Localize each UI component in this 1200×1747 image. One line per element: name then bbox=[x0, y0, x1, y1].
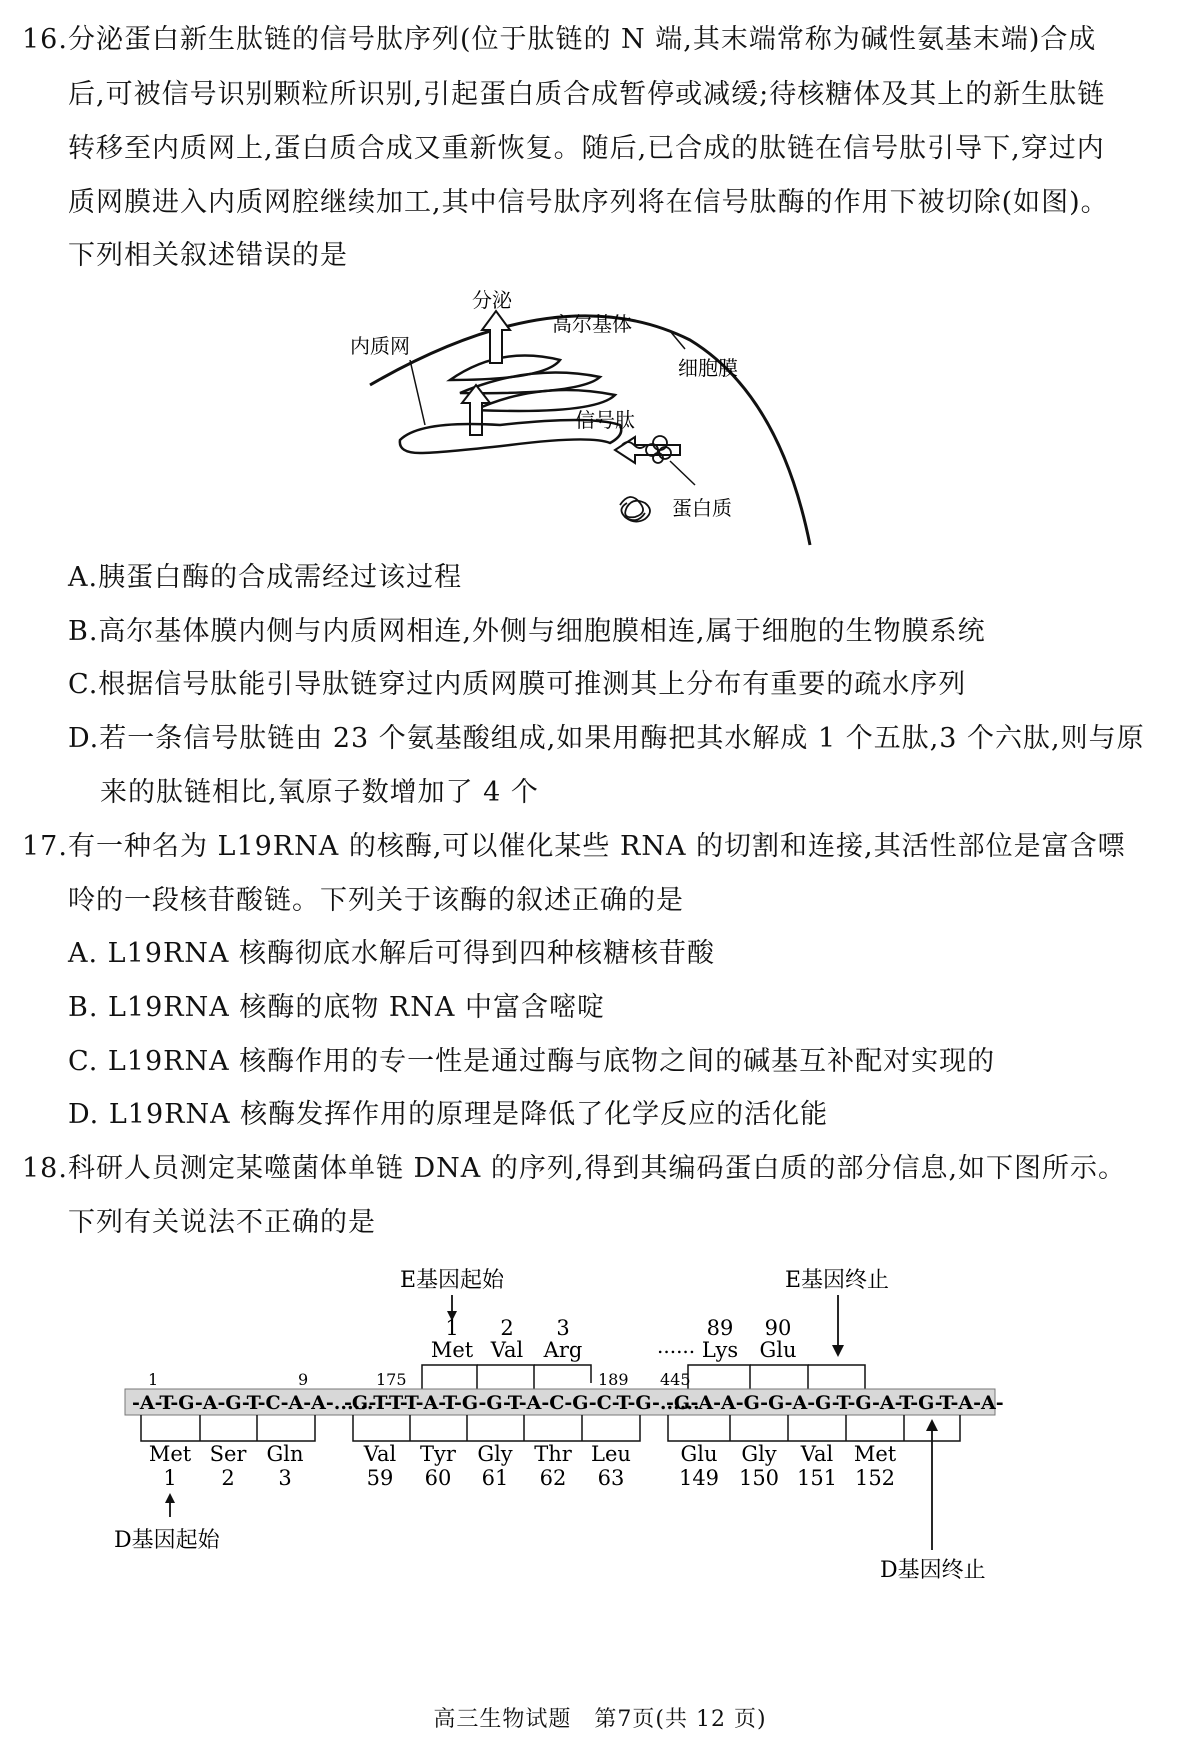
d-codon-num: 150 bbox=[738, 1466, 780, 1490]
e-codon-aa: Met bbox=[430, 1338, 474, 1362]
e-codon-aa: Arg bbox=[543, 1338, 583, 1362]
q16-stem-line-1: 16.分泌蛋白新生肽链的信号肽序列(位于肽链的 N 端,其末端常称为碱性氨基末端)合成 bbox=[22, 24, 1097, 55]
q16-option-c: C.根据信号肽能引导肽链穿过内质网膜可推测其上分布有重要的疏水序列 bbox=[68, 669, 967, 700]
e-codon-gap-dots: ...... bbox=[657, 1334, 696, 1358]
protein-leader-line bbox=[670, 461, 695, 485]
label-protein: 蛋白质 bbox=[672, 496, 732, 520]
d-codon-brackets bbox=[141, 1415, 960, 1441]
e-codon-aa: Val bbox=[490, 1338, 524, 1362]
d-codon-num: 149 bbox=[678, 1466, 720, 1490]
er-leader-line bbox=[410, 360, 425, 425]
e-codon-aa: Lys bbox=[701, 1338, 739, 1362]
q16-stem-line-4: 质网膜进入内质网腔继续加工,其中信号肽序列将在信号肽酶的作用下被切除(如图)。 bbox=[68, 187, 1109, 218]
d-codon-aa: Val bbox=[363, 1442, 397, 1466]
d-codon-aa: Gly bbox=[477, 1442, 513, 1466]
golgi-cisterna-1 bbox=[450, 356, 560, 381]
e-codon-brackets bbox=[422, 1365, 865, 1389]
q17-option-c: C. L19RNA 核酶作用的专一性是通过酶与底物之间的碱基互补配对实现的 bbox=[68, 1046, 996, 1077]
d-codon-num: 61 bbox=[481, 1466, 509, 1490]
q16-stem-line-2: 后,可被信号识别颗粒所识别,引起蛋白质合成暂停或减缓;待核糖体及其上的新生肽链 bbox=[68, 79, 1106, 110]
q16-option-d-line-1: D.若一条信号肽链由 23 个氨基酸组成,如果用酶把其水解成 1 个五肽,3 个六肽,则与原 bbox=[68, 723, 1145, 754]
d-codon-aa: Met bbox=[148, 1442, 192, 1466]
protein-coil-free bbox=[620, 497, 650, 522]
label-cell-membrane: 细胞膜 bbox=[678, 356, 738, 380]
label-signal-peptide: 信号肽 bbox=[575, 408, 635, 432]
q18-stem-line-2: 下列有关说法不正确的是 bbox=[68, 1207, 376, 1238]
d-codon-num: 63 bbox=[597, 1466, 625, 1490]
d-codon-aa: Val bbox=[800, 1442, 834, 1466]
dna-sequence-segment-3: -G-A-A-G-G-A-G-T-G-A-T-G-T-A-A- bbox=[666, 1392, 1004, 1414]
d-codon-num: 59 bbox=[366, 1466, 394, 1490]
position-175: 175 bbox=[376, 1370, 407, 1389]
q18-dna-figure bbox=[114, 1255, 1120, 1695]
q16-stem-line-3: 转移至内质网上,蛋白质合成又重新恢复。随后,已合成的肽链在信号肽引导下,穿过内 bbox=[68, 133, 1105, 164]
position-1: 1 bbox=[148, 1370, 159, 1389]
d-codon-aa: Tyr bbox=[420, 1442, 456, 1466]
d-codon-aa: Glu bbox=[680, 1442, 718, 1466]
e-codon-num: 1 bbox=[445, 1316, 459, 1340]
q16-stem-line-5: 下列相关叙述错误的是 bbox=[68, 240, 348, 271]
q16-cell-figure bbox=[350, 285, 830, 605]
q18-stem-line-1: 18.科研人员测定某噬菌体单链 DNA 的序列,得到其编码蛋白质的部分信息,如下图所示。 bbox=[22, 1153, 1127, 1184]
d-codon-num: 152 bbox=[854, 1466, 896, 1490]
e-codon-num: 90 bbox=[764, 1316, 792, 1340]
label-d-gene-stop: D基因终止 bbox=[880, 1558, 986, 1583]
e-codon-num: 3 bbox=[556, 1316, 570, 1340]
e-codon-aa: Glu bbox=[759, 1338, 797, 1362]
e-codon-num: 2 bbox=[500, 1316, 514, 1340]
d-codon-num: 2 bbox=[221, 1466, 235, 1490]
d-codon-num: 60 bbox=[424, 1466, 452, 1490]
q17-option-a: A. L19RNA 核酶彻底水解后可得到四种核糖核苷酸 bbox=[68, 938, 715, 969]
label-secretion: 分泌 bbox=[472, 288, 512, 312]
q16-option-d-line-2: 来的肽链相比,氧原子数增加了 4 个 bbox=[100, 777, 539, 808]
d-codon-aa: Ser bbox=[209, 1442, 247, 1466]
d-codon-aa: Thr bbox=[534, 1442, 572, 1466]
d-codon-num: 62 bbox=[539, 1466, 567, 1490]
d-codon-aa: Leu bbox=[591, 1442, 631, 1466]
dna-sequence-segment-2: -G-T-T-T-A-T-G-G-T-A-C-G-C-T-G-...... bbox=[344, 1392, 700, 1414]
q17-stem-line-2: 呤的一段核苷酸链。下列关于该酶的叙述正确的是 bbox=[68, 885, 684, 916]
q17-stem-line-1: 17.有一种名为 L19RNA 的核酶,可以催化某些 RNA 的切割和连接,其活性部位是富含嘌 bbox=[22, 831, 1126, 862]
d-codon-aa: Gln bbox=[266, 1442, 304, 1466]
q16-option-b: B.高尔基体膜内侧与内质网相连,外侧与细胞膜相连,属于细胞的生物膜系统 bbox=[68, 616, 986, 647]
label-golgi: 高尔基体 bbox=[552, 312, 632, 336]
page-footer: 高三生物试题 第7页(共 12 页) bbox=[433, 1707, 767, 1732]
position-189: 189 bbox=[598, 1370, 629, 1389]
d-codon-num: 151 bbox=[796, 1466, 838, 1490]
d-codon-num: 3 bbox=[278, 1466, 292, 1490]
arrow-up-secretion bbox=[482, 311, 510, 363]
q16-option-a: A.胰蛋白酶的合成需经过该过程 bbox=[68, 562, 463, 593]
position-445: 445 bbox=[660, 1370, 691, 1389]
position-9: 9 bbox=[298, 1370, 309, 1389]
dna-sequence-segment-1: -A-T-G-A-G-T-C-A-A-...... bbox=[132, 1392, 374, 1414]
d-codon-aa: Gly bbox=[741, 1442, 777, 1466]
d-codon-num: 1 bbox=[163, 1466, 177, 1490]
label-d-gene-start: D基因起始 bbox=[114, 1528, 220, 1553]
e-codon-num: 89 bbox=[706, 1316, 734, 1340]
label-e-gene-start: E基因起始 bbox=[400, 1268, 505, 1293]
q17-option-b: B. L19RNA 核酶的底物 RNA 中富含嘧啶 bbox=[68, 992, 605, 1023]
label-e-gene-stop: E基因终止 bbox=[785, 1268, 890, 1293]
d-codon-aa: Met bbox=[853, 1442, 897, 1466]
q17-option-d: D. L19RNA 核酶发挥作用的原理是降低了化学反应的活化能 bbox=[68, 1099, 829, 1130]
label-er: 内质网 bbox=[350, 334, 410, 358]
